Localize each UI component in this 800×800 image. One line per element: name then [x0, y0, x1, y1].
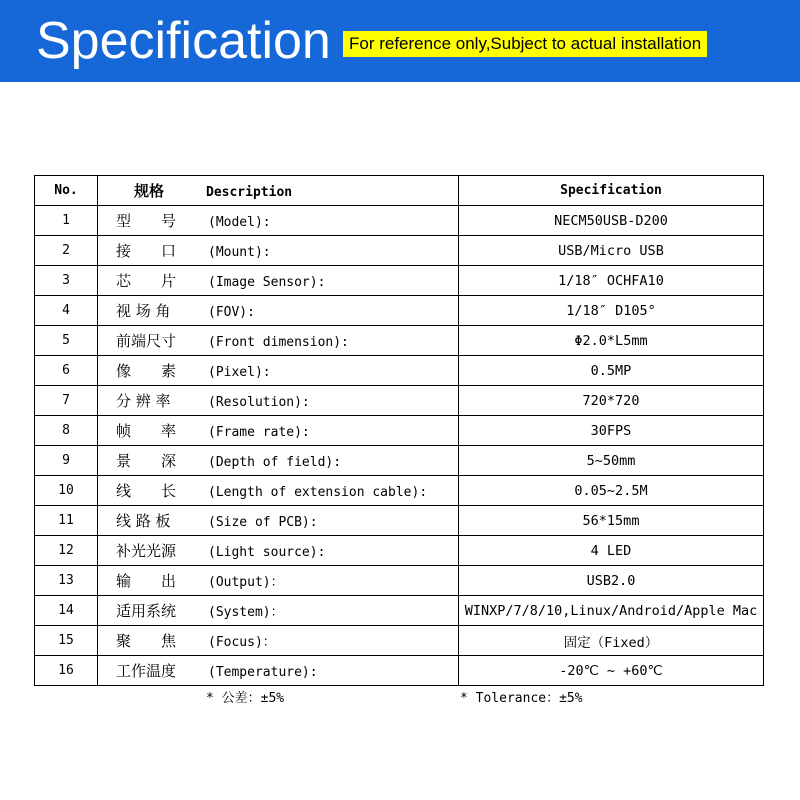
row-value: WINXP/7/8/10,Linux/Android/Apple Mac	[459, 596, 764, 626]
row-label-cn: 型 号	[116, 212, 177, 230]
row-description	[98, 506, 459, 536]
header-no: No.	[35, 176, 98, 206]
row-label-en: (Output)：	[208, 575, 284, 590]
row-description	[98, 356, 459, 386]
row-label-cn: 视 场 角	[116, 302, 171, 320]
row-label-cn: 聚 焦	[116, 632, 177, 650]
row-value: 5~50mm	[459, 446, 764, 476]
row-value: USB2.0	[459, 566, 764, 596]
footnote-cn: * 公差：±5%	[206, 691, 285, 706]
table-row	[35, 206, 764, 236]
row-label-en: (Light source):	[208, 545, 326, 560]
row-label-en: (Frame rate):	[208, 425, 310, 440]
table-row	[35, 296, 764, 326]
row-number: 2	[35, 236, 98, 266]
footnote-en: * Tolerance：±5%	[460, 691, 583, 706]
row-value: 30FPS	[459, 416, 764, 446]
row-value: 4 LED	[459, 536, 764, 566]
row-number: 3	[35, 266, 98, 296]
row-label-en: (Focus)：	[208, 635, 276, 650]
row-label-cn: 输 出	[116, 572, 177, 590]
row-number: 14	[35, 596, 98, 626]
row-number: 13	[35, 566, 98, 596]
header-specification: Specification	[459, 176, 764, 206]
header-desc: Description	[206, 185, 293, 200]
row-label-cn: 景 深	[116, 452, 177, 470]
row-label-cn: 帧 率	[116, 422, 177, 440]
table-row	[35, 596, 764, 626]
row-number: 11	[35, 506, 98, 536]
page-title: Specification	[36, 12, 331, 70]
row-value: NECM50USB-D200	[459, 206, 764, 236]
row-number: 9	[35, 446, 98, 476]
table-row	[35, 416, 764, 446]
row-label-en: (Model):	[208, 215, 271, 230]
row-label-cn: 线 路 板	[116, 512, 171, 530]
row-label-en: (Size of PCB):	[208, 515, 318, 530]
row-description	[98, 206, 459, 236]
row-description	[98, 566, 459, 596]
header-description	[98, 176, 459, 206]
row-description	[98, 476, 459, 506]
row-description	[98, 656, 459, 686]
row-label-cn: 前端尺寸	[116, 332, 177, 350]
header-banner	[0, 0, 800, 82]
row-number: 7	[35, 386, 98, 416]
row-label-en: (Temperature):	[208, 665, 318, 680]
row-value: 0.5MP	[459, 356, 764, 386]
table-row	[35, 626, 764, 656]
row-number: 1	[35, 206, 98, 236]
row-value: USB/Micro USB	[459, 236, 764, 266]
row-label-cn: 分 辨 率	[116, 392, 171, 410]
row-description	[98, 326, 459, 356]
header-cn: 规格	[134, 182, 165, 200]
row-number: 15	[35, 626, 98, 656]
row-description	[98, 536, 459, 566]
table-row	[35, 566, 764, 596]
row-number: 5	[35, 326, 98, 356]
row-value: 0.05~2.5M	[459, 476, 764, 506]
row-number: 10	[35, 476, 98, 506]
row-number: 6	[35, 356, 98, 386]
row-number: 16	[35, 656, 98, 686]
table-row	[35, 476, 764, 506]
disclaimer-label: For reference only,Subject to actual installation	[343, 31, 707, 57]
row-label-cn: 线 长	[116, 482, 177, 500]
row-label-en: (Image Sensor):	[208, 275, 326, 290]
table-row	[35, 326, 764, 356]
table-row	[35, 536, 764, 566]
row-label-en: (Depth of field):	[208, 455, 342, 470]
row-label-cn: 接 口	[116, 242, 177, 260]
row-number: 12	[35, 536, 98, 566]
row-label-cn: 工作温度	[116, 662, 177, 680]
row-label-cn: 适用系统	[116, 602, 177, 620]
table-row	[35, 356, 764, 386]
row-label-cn: 补光光源	[116, 542, 177, 560]
row-label-en: (Front dimension):	[208, 335, 349, 350]
row-value: 固定（Fixed）	[459, 626, 764, 656]
row-value: 720*720	[459, 386, 764, 416]
row-value: 56*15mm	[459, 506, 764, 536]
table-row	[35, 266, 764, 296]
row-label-cn: 像 素	[116, 362, 177, 380]
row-label-en: (System)：	[208, 605, 284, 620]
row-label-en: (Pixel):	[208, 365, 271, 380]
row-value: 1/18″ OCHFA10	[459, 266, 764, 296]
row-value: -20℃ ~ +60℃	[459, 656, 764, 686]
row-label-en: (Mount):	[208, 245, 271, 260]
row-description	[98, 446, 459, 476]
row-label-cn: 芯 片	[116, 272, 177, 290]
row-label-en: (Resolution):	[208, 395, 310, 410]
row-label-en: (Length of extension cable):	[208, 485, 428, 500]
table-row	[35, 386, 764, 416]
row-description	[98, 386, 459, 416]
row-number: 4	[35, 296, 98, 326]
table-row	[35, 506, 764, 536]
row-value: Φ2.0*L5mm	[459, 326, 764, 356]
table-row	[35, 656, 764, 686]
row-number: 8	[35, 416, 98, 446]
row-label-en: (FOV):	[208, 305, 255, 320]
table-row	[35, 446, 764, 476]
table-header-row	[35, 176, 764, 206]
row-description	[98, 596, 459, 626]
row-description	[98, 236, 459, 266]
row-description	[98, 416, 459, 446]
row-description	[98, 296, 459, 326]
row-value: 1/18″ D105°	[459, 296, 764, 326]
row-description	[98, 626, 459, 656]
spec-table	[34, 175, 764, 686]
table-row	[35, 236, 764, 266]
row-description	[98, 266, 459, 296]
